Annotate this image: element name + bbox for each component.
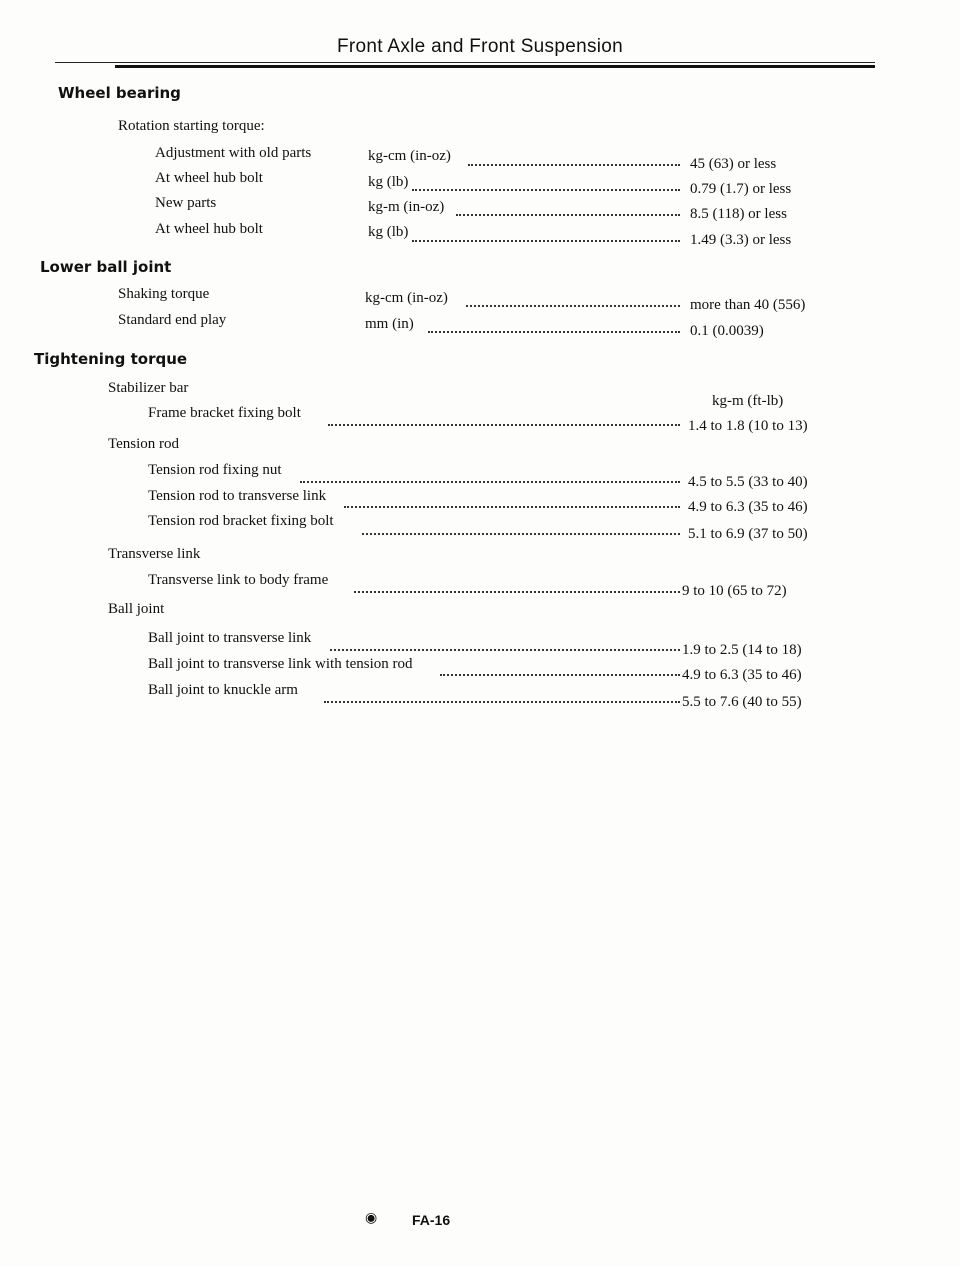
- page-mark-icon: ◉: [365, 1210, 378, 1226]
- torque-item-value: 9 to 10 (65 to 72): [682, 583, 787, 599]
- torque-item-label: Tension rod bracket fixing bolt: [148, 513, 334, 529]
- spec-unit: kg-cm (in-oz): [365, 290, 448, 306]
- torque-item-label: Ball joint to transverse link: [148, 630, 312, 646]
- group-heading-transverse-link: Transverse link: [108, 546, 201, 562]
- dot-leader: [328, 424, 680, 426]
- dot-leader: [300, 481, 680, 483]
- header-rule-thin: [55, 62, 875, 63]
- section-heading-wheel-bearing: Wheel bearing: [58, 84, 181, 102]
- spec-label: New parts: [155, 195, 217, 211]
- spec-label: Standard end play: [118, 312, 227, 328]
- dot-leader: [428, 331, 680, 333]
- section-heading-lower-ball-joint: Lower ball joint: [40, 258, 172, 276]
- torque-item-value: 1.9 to 2.5 (14 to 18): [682, 642, 802, 658]
- dot-leader: [330, 649, 680, 651]
- torque-item-value: 5.1 to 6.9 (37 to 50): [688, 526, 808, 542]
- spec-label: At wheel hub bolt: [155, 170, 263, 186]
- spec-value: more than 40 (556): [690, 297, 806, 313]
- spec-value: 8.5 (118) or less: [690, 206, 787, 222]
- torque-item-value: 1.4 to 1.8 (10 to 13): [688, 418, 808, 434]
- spec-unit: kg (lb): [368, 224, 409, 240]
- spec-unit: kg-m (in-oz): [368, 199, 445, 215]
- group-heading-tension-rod: Tension rod: [108, 436, 180, 452]
- page-number: FA-16: [412, 1212, 451, 1228]
- header-rule-thick: [115, 65, 875, 68]
- torque-item-value: 4.9 to 6.3 (35 to 46): [688, 499, 808, 515]
- dot-leader: [412, 240, 680, 242]
- dot-leader: [354, 591, 680, 593]
- spec-value: 1.49 (3.3) or less: [690, 232, 792, 248]
- group-heading-stabilizer-bar: Stabilizer bar: [108, 380, 189, 396]
- dot-leader: [456, 214, 680, 216]
- torque-item-label: Ball joint to knuckle arm: [148, 682, 298, 698]
- torque-item-value: 4.9 to 6.3 (35 to 46): [682, 667, 802, 683]
- section-heading-tightening-torque: Tightening torque: [34, 350, 188, 368]
- dot-leader: [362, 533, 680, 535]
- torque-item-label: Transverse link to body frame: [148, 572, 329, 588]
- torque-item-label: Frame bracket fixing bolt: [148, 405, 301, 421]
- dot-leader: [412, 189, 680, 191]
- spec-label: Shaking torque: [118, 286, 210, 302]
- dot-leader: [344, 506, 680, 508]
- dot-leader: [466, 305, 680, 307]
- spec-value: 0.79 (1.7) or less: [690, 181, 792, 197]
- spec-label: At wheel hub bolt: [155, 221, 263, 237]
- torque-item-label: Tension rod fixing nut: [148, 462, 282, 478]
- spec-unit: kg (lb): [368, 174, 409, 190]
- torque-item-value: 4.5 to 5.5 (33 to 40): [688, 474, 808, 490]
- spec-unit: kg-cm (in-oz): [368, 148, 451, 164]
- spec-label: Adjustment with old parts: [155, 145, 312, 161]
- dot-leader: [468, 164, 680, 166]
- spec-value: 0.1 (0.0039): [690, 323, 764, 339]
- wheel-bearing-subheading: Rotation starting torque:: [118, 118, 265, 134]
- torque-unit-header: kg-m (ft-lb): [712, 393, 784, 409]
- spec-unit: mm (in): [365, 316, 414, 332]
- dot-leader: [324, 701, 680, 703]
- torque-item-label: Tension rod to transverse link: [148, 488, 327, 504]
- spec-value: 45 (63) or less: [690, 156, 777, 172]
- dot-leader: [440, 674, 680, 676]
- page-title: Front Axle and Front Suspension: [336, 36, 623, 57]
- group-heading-ball-joint: Ball joint: [108, 601, 165, 617]
- torque-item-value: 5.5 to 7.6 (40 to 55): [682, 694, 802, 710]
- torque-item-label: Ball joint to transverse link with tension rod: [148, 656, 413, 672]
